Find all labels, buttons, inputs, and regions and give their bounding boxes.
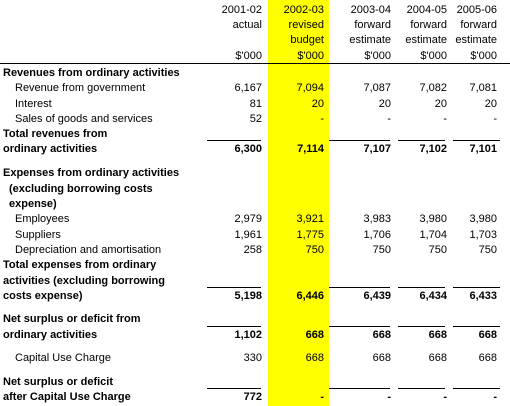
- total-rule: [398, 388, 445, 389]
- total-rule: [453, 287, 500, 288]
- table-cell: -: [443, 113, 447, 125]
- table-cell: 5,198: [234, 290, 262, 302]
- total-rule: [336, 326, 390, 327]
- table-cell: 20: [311, 98, 324, 110]
- column-header-line2: estimate: [405, 34, 447, 46]
- table-cell: 2,979: [234, 213, 262, 225]
- total-rule: [453, 326, 500, 327]
- table-cell: 6,434: [419, 290, 447, 302]
- table-cell: 20: [378, 98, 391, 110]
- column-header-year: 2002-03: [283, 4, 324, 16]
- table-cell: 7,087: [363, 82, 391, 94]
- row-label: (excluding borrowing costs: [9, 183, 153, 195]
- table-cell: 668: [372, 352, 391, 364]
- row-label: Total expenses from ordinary: [3, 259, 157, 271]
- table-cell: 750: [372, 244, 391, 256]
- table-cell: 3,983: [363, 213, 391, 225]
- row-label: Sales of goods and services: [15, 113, 153, 125]
- table-cell: 6,446: [296, 290, 324, 302]
- table-cell: 6,167: [234, 82, 262, 94]
- total-rule: [336, 140, 390, 141]
- table-cell: -: [387, 391, 391, 403]
- table-cell: -: [493, 391, 497, 403]
- table-cell: -: [493, 113, 497, 125]
- table-cell: 81: [249, 98, 262, 110]
- total-rule: [207, 287, 261, 288]
- table-cell: 750: [428, 244, 447, 256]
- table-cell: 52: [249, 113, 262, 125]
- table-cell: 668: [372, 329, 391, 341]
- column-header-unit: $'000: [470, 50, 497, 62]
- row-label: Revenue from government: [15, 82, 146, 94]
- column-header-line1: forward: [410, 19, 447, 31]
- table-cell: 750: [478, 244, 497, 256]
- row-label: after Capital Use Charge: [3, 391, 131, 403]
- column-header-line1: actual: [232, 19, 262, 31]
- table-cell: 3,980: [419, 213, 447, 225]
- total-rule: [207, 140, 261, 141]
- row-label: expense): [9, 198, 57, 210]
- row-label: Interest: [15, 98, 52, 110]
- table-cell: 6,433: [469, 290, 497, 302]
- column-header-unit: $'000: [420, 50, 447, 62]
- row-label: costs expense): [3, 290, 83, 302]
- total-rule: [398, 287, 445, 288]
- row-label: Depreciation and amortisation: [15, 244, 162, 256]
- total-rule: [398, 140, 445, 141]
- column-header-line1: forward: [354, 19, 391, 31]
- table-cell: -: [320, 391, 324, 403]
- column-header-line2: estimate: [349, 34, 391, 46]
- total-rule: [398, 326, 445, 327]
- table-cell: 1,706: [363, 229, 391, 241]
- table-cell: 20: [434, 98, 447, 110]
- table-cell: 750: [305, 244, 324, 256]
- table-cell: -: [320, 113, 324, 125]
- total-rule: [207, 326, 261, 327]
- table-cell: 668: [428, 329, 447, 341]
- table-cell: 1,704: [419, 229, 447, 241]
- row-label: Expenses from ordinary activities: [3, 167, 180, 179]
- table-cell: 7,082: [419, 82, 447, 94]
- column-header-unit: $'000: [235, 50, 262, 62]
- table-cell: 668: [305, 352, 324, 364]
- table-cell: 1,703: [469, 229, 497, 241]
- column-header-unit: $'000: [297, 50, 324, 62]
- row-label: Capital Use Charge: [15, 352, 111, 364]
- column-header-line2: budget: [290, 34, 324, 46]
- row-label: Suppliers: [15, 229, 61, 241]
- total-rule: [336, 388, 390, 389]
- table-cell: 20: [484, 98, 497, 110]
- total-rule: [453, 388, 500, 389]
- column-header-year: 2003-04: [350, 4, 391, 16]
- row-label: activities (excluding borrowing: [3, 275, 165, 287]
- table-cell: 7,101: [469, 143, 497, 155]
- table-cell: 258: [243, 244, 262, 256]
- total-rule: [207, 388, 261, 389]
- table-cell: 772: [243, 391, 262, 403]
- table-cell: 1,775: [296, 229, 324, 241]
- total-rule: [453, 140, 500, 141]
- table-cell: 7,081: [469, 82, 497, 94]
- column-header-line2: estimate: [455, 34, 497, 46]
- row-label: ordinary activities: [3, 143, 98, 155]
- row-label: Net surplus or deficit: [3, 376, 114, 388]
- row-label: Total revenues from: [3, 128, 108, 140]
- table-cell: -: [387, 113, 391, 125]
- column-header-line1: forward: [460, 19, 497, 31]
- table-cell: 7,102: [419, 143, 447, 155]
- row-label: Employees: [15, 213, 70, 225]
- header-rule: [0, 63, 510, 64]
- table-cell: 3,980: [469, 213, 497, 225]
- table-cell: 668: [478, 329, 497, 341]
- column-header-year: 2004-05: [406, 4, 447, 16]
- column-header-unit: $'000: [364, 50, 391, 62]
- column-header-year: 2001-02: [221, 4, 262, 16]
- table-cell: 668: [428, 352, 447, 364]
- total-rule: [336, 287, 390, 288]
- column-header-year: 2005-06: [456, 4, 497, 16]
- table-cell: 330: [243, 352, 262, 364]
- table-cell: 6,439: [363, 290, 391, 302]
- table-cell: 6,300: [234, 143, 262, 155]
- table-cell: 3,921: [296, 213, 324, 225]
- section-heading: Revenues from ordinary activities: [3, 67, 180, 79]
- column-header-line1: revised: [288, 19, 324, 31]
- row-label: ordinary activities: [3, 329, 98, 341]
- table-cell: 7,107: [363, 143, 391, 155]
- table-cell: 7,094: [296, 82, 324, 94]
- row-label: Net surplus or deficit from: [3, 313, 141, 325]
- table-cell: 668: [305, 329, 324, 341]
- table-cell: 7,114: [297, 143, 324, 155]
- table-cell: 1,961: [234, 229, 262, 241]
- table-cell: 1,102: [234, 329, 262, 341]
- table-cell: -: [443, 391, 447, 403]
- table-cell: 668: [478, 352, 497, 364]
